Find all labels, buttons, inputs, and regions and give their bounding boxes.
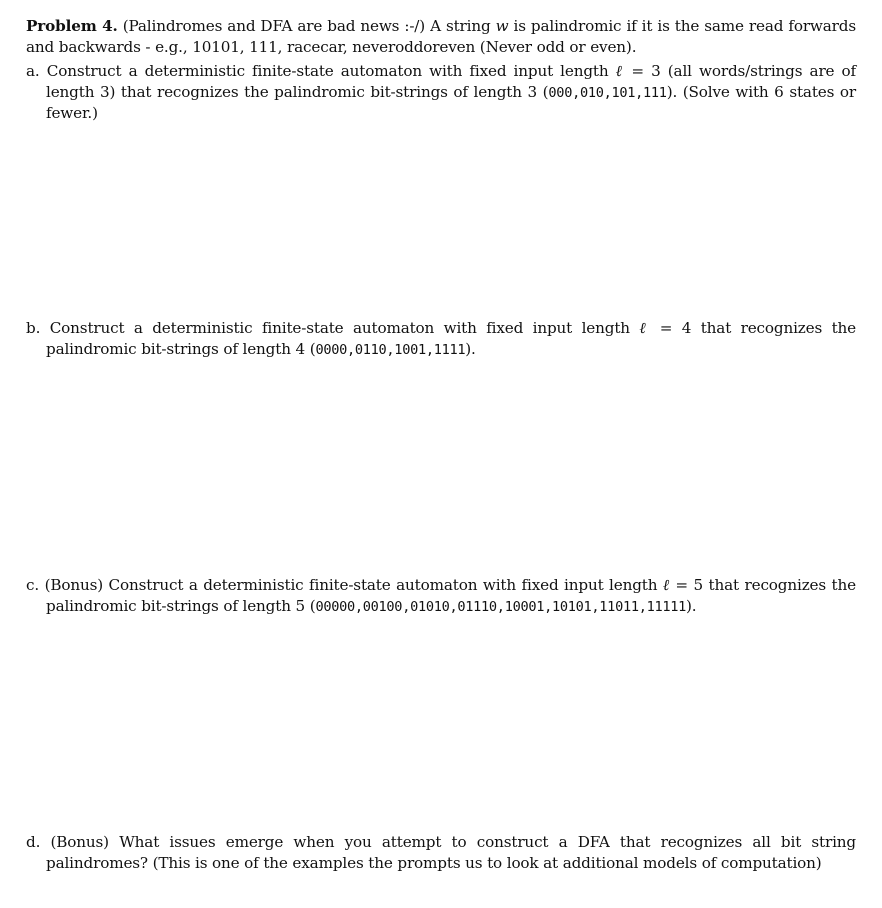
part-c-text-pre: (Bonus) Construct a deterministic finite-state automaton with fixed input length: [44, 576, 663, 594]
part-b-text-pre: Construct a deterministic finite-state automaton with fixed input length: [49, 319, 640, 337]
part-a-ell: ℓ: [615, 62, 625, 80]
part-d: [26, 832, 856, 873]
part-d-text: (Bonus) What issues emerge when you attempt to construct a DFA that recognizes all bit string palindromes? (This is one of the examples the prompts us to look at additional models of computation): [46, 833, 857, 872]
part-b-text-post: ).: [465, 339, 476, 358]
problem-intro-text-pre: (Palindromes and DFA are bad news :-/) A string: [117, 17, 496, 35]
part-c-eq: = 5 that recognizes the palindromic bit-strings of length 5 (: [46, 576, 856, 615]
part-a-marker: a.: [26, 62, 40, 80]
variable-w: w: [495, 17, 509, 35]
problem-heading: Problem 4.: [26, 17, 118, 35]
part-c-text-post: ).: [686, 596, 697, 615]
part-c-marker: c.: [26, 576, 40, 594]
part-b-strings: 0000,0110,1001,1111: [315, 341, 466, 358]
part-b-ell: ℓ: [639, 319, 651, 337]
part-b-marker: b.: [26, 319, 41, 337]
problem-intro-text-post: is palindromic if it is the same read forwards and backwards - e.g., 10101, 111, racecar, neveroddoreven (Never odd or even).: [26, 17, 857, 56]
part-c: [26, 575, 856, 617]
part-b: [26, 318, 856, 360]
part-d-marker: d.: [26, 833, 41, 851]
problem-intro: [26, 16, 856, 57]
part-a-eq: = 3 (all words/strings are of length 3) that recognizes the palindromic bit-strings of length 3 (: [46, 62, 856, 101]
part-a-text-post: ). (Solve with 6 states or fewer.): [46, 82, 856, 122]
part-a-strings: 000,010,101,111: [548, 84, 667, 101]
part-b-answer-space: [26, 365, 856, 565]
part-c-answer-space: [26, 622, 856, 822]
part-c-strings: 00000,00100,01010,01110,10001,10101,11011,11111: [315, 598, 687, 615]
part-a-answer-space: [26, 110, 856, 310]
part-c-ell: ℓ: [662, 576, 670, 594]
part-a-text-pre: Construct a deterministic finite-state automaton with fixed input length: [46, 62, 616, 80]
part-b-eq: = 4 that recognizes the palindromic bit-strings of length 4 (: [46, 319, 856, 358]
